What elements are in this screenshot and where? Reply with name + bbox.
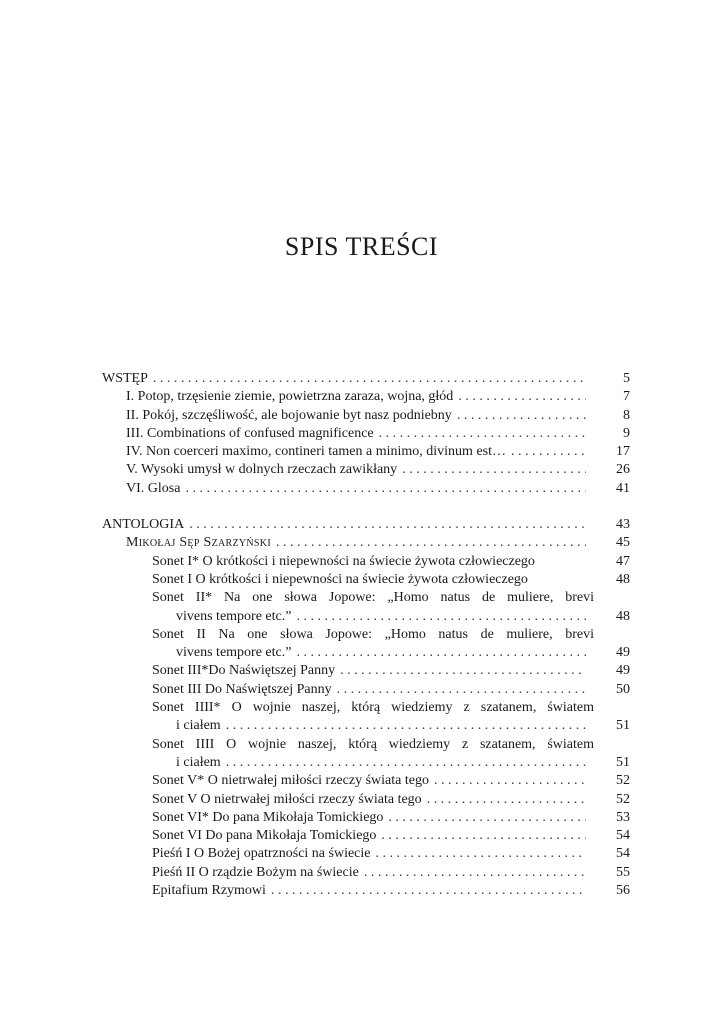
toc-entry-page: 9 bbox=[623, 425, 630, 441]
leader-dots bbox=[402, 461, 586, 479]
toc-entry-label: Sonet I O krótkości i niepewności na świecie żywota człowieczego bbox=[152, 571, 528, 587]
toc-section-antologia bbox=[102, 516, 630, 900]
leader-dots bbox=[296, 608, 586, 626]
toc-entry-label: Sonet III Do Naświętszej Panny bbox=[152, 681, 332, 697]
toc-entry[interactable] bbox=[102, 809, 630, 827]
toc-entry[interactable] bbox=[102, 407, 630, 425]
leader-dots bbox=[340, 662, 586, 680]
toc-entry-page: 5 bbox=[623, 371, 630, 386]
toc-entry-page: 43 bbox=[616, 517, 630, 533]
leader-dots bbox=[458, 388, 586, 406]
toc-entry-label: Mikołaj Sęp Szarzyński bbox=[126, 535, 271, 551]
toc-entry-page: 52 bbox=[616, 791, 630, 807]
leader-dots bbox=[376, 845, 587, 863]
toc-entry[interactable] bbox=[102, 388, 630, 406]
toc-entry-title-line: Sonet II* Na one słowa Jopowe: „Homo natus de muliere, brevi bbox=[152, 590, 594, 606]
leader-dots bbox=[153, 370, 586, 388]
toc-entry-label: vivens tempore etc.” bbox=[176, 608, 292, 624]
toc-entry-page: 26 bbox=[616, 462, 630, 478]
table-of-contents bbox=[102, 370, 630, 900]
toc-entry[interactable] bbox=[102, 461, 630, 479]
toc-entry[interactable] bbox=[102, 589, 630, 626]
toc-entry-page: 49 bbox=[616, 663, 630, 679]
toc-entry-label: V. Wysoki umysł w dolnych rzeczach zawikłany bbox=[126, 462, 398, 478]
toc-entry-author[interactable] bbox=[102, 534, 630, 552]
leader-dots bbox=[364, 864, 586, 882]
toc-entry[interactable] bbox=[102, 699, 630, 736]
toc-entry-label: WSTĘP bbox=[102, 371, 148, 386]
toc-entry-page: 45 bbox=[616, 535, 630, 551]
toc-entry-label: ANTOLOGIA bbox=[102, 517, 185, 533]
leader-dots bbox=[434, 772, 586, 790]
toc-entry[interactable] bbox=[102, 553, 630, 571]
toc-entry-label: I. Potop, trzęsienie ziemie, powietrzna zaraza, wojna, głód bbox=[126, 389, 454, 405]
toc-entry[interactable] bbox=[102, 827, 630, 845]
toc-entry-page: 48 bbox=[616, 608, 630, 624]
leader-dots bbox=[189, 516, 586, 534]
toc-entry[interactable] bbox=[102, 443, 630, 461]
leader-dots bbox=[185, 480, 586, 498]
toc-entry[interactable] bbox=[102, 480, 630, 498]
toc-section-wstep bbox=[102, 370, 630, 498]
leader-dots bbox=[271, 882, 586, 900]
toc-entry-label: i ciałem bbox=[176, 754, 221, 770]
leader-dots bbox=[511, 443, 586, 461]
toc-entry[interactable] bbox=[102, 791, 630, 809]
toc-entry[interactable] bbox=[102, 516, 630, 534]
toc-entry[interactable] bbox=[102, 736, 630, 773]
leader-dots bbox=[379, 425, 586, 443]
toc-entry[interactable] bbox=[102, 772, 630, 790]
toc-entry-label: III. Combinations of confused magnificence bbox=[126, 425, 374, 441]
toc-entry-page: 17 bbox=[616, 444, 630, 460]
toc-entry-label: Sonet I* O krótkości i niepewności na świecie żywota człowieczego bbox=[152, 553, 535, 569]
toc-entry[interactable] bbox=[102, 626, 630, 663]
leader-dots bbox=[226, 717, 586, 735]
toc-entry[interactable] bbox=[102, 845, 630, 863]
toc-entry-page: 52 bbox=[616, 773, 630, 789]
toc-entry-label: vivens tempore etc.” bbox=[176, 645, 292, 661]
toc-entry-page: 54 bbox=[616, 846, 630, 862]
toc-entry-label: II. Pokój, szczęśliwość, ale bojowanie byt nasz podniebny bbox=[126, 407, 452, 423]
leader-dots bbox=[457, 407, 586, 425]
toc-entry-label: Epitafium Rzymowi bbox=[152, 883, 266, 899]
toc-entry[interactable] bbox=[102, 681, 630, 699]
toc-entry-page: 51 bbox=[616, 718, 630, 734]
toc-entry-label: VI. Glosa bbox=[126, 480, 181, 496]
toc-entry-page: 50 bbox=[616, 681, 630, 697]
toc-entry[interactable] bbox=[102, 662, 630, 680]
leader-dots bbox=[226, 754, 586, 772]
toc-entry-page: 8 bbox=[623, 407, 630, 423]
toc-entry-label: Pieśń II O rządzie Bożym na świecie bbox=[152, 864, 359, 880]
toc-entry-label: i ciałem bbox=[176, 718, 221, 734]
leader-dots bbox=[381, 827, 586, 845]
toc-entry-label: Sonet VI* Do pana Mikołaja Tomickiego bbox=[152, 809, 384, 825]
toc-entry-title-line: Sonet II Na one słowa Jopowe: „Homo natus de muliere, brevi bbox=[152, 626, 594, 642]
toc-entry-label: Sonet V O nietrwałej miłości rzeczy świata tego bbox=[152, 791, 422, 807]
leader-dots bbox=[388, 809, 586, 827]
toc-entry-label: Pieśń I O Bożej opatrzności na świecie bbox=[152, 846, 371, 862]
toc-entry-title-line: Sonet IIII* O wojnie naszej, którą wiedziemy z szatanem, światem bbox=[152, 700, 594, 716]
toc-entry-page: 41 bbox=[616, 480, 630, 496]
toc-entry-page: 53 bbox=[616, 809, 630, 825]
toc-entry-label: Sonet VI Do pana Mikołaja Tomickiego bbox=[152, 828, 377, 844]
toc-entry[interactable] bbox=[102, 571, 630, 589]
toc-entry-page: 48 bbox=[616, 571, 630, 587]
toc-entry-page: 55 bbox=[616, 864, 630, 880]
leader-dots bbox=[337, 681, 586, 699]
toc-entry-page: 51 bbox=[616, 754, 630, 770]
leader-dots bbox=[296, 644, 586, 662]
toc-entry-page: 47 bbox=[616, 553, 630, 569]
toc-entry-title-line: Sonet IIII O wojnie naszej, którą wiedziemy z szatanem, światem bbox=[152, 736, 594, 752]
toc-entry[interactable] bbox=[102, 882, 630, 900]
toc-entry-page: 7 bbox=[623, 389, 630, 405]
toc-entry[interactable] bbox=[102, 864, 630, 882]
leader-dots bbox=[276, 534, 586, 552]
toc-entry-page: 49 bbox=[616, 645, 630, 661]
toc-entry[interactable] bbox=[102, 370, 630, 388]
toc-entry-label: IV. Non coerceri maximo, contineri tamen a minimo, divinum est… bbox=[126, 444, 506, 460]
toc-entry-page: 56 bbox=[616, 883, 630, 899]
leader-dots bbox=[427, 791, 586, 809]
toc-entry[interactable] bbox=[102, 425, 630, 443]
page-title: SPIS TREŚCI bbox=[284, 232, 439, 261]
toc-entry-label: Sonet III*Do Naświętszej Panny bbox=[152, 663, 336, 679]
toc-entry-label: Sonet V* O nietrwałej miłości rzeczy świata tego bbox=[152, 773, 429, 789]
toc-entry-page: 54 bbox=[616, 828, 630, 844]
